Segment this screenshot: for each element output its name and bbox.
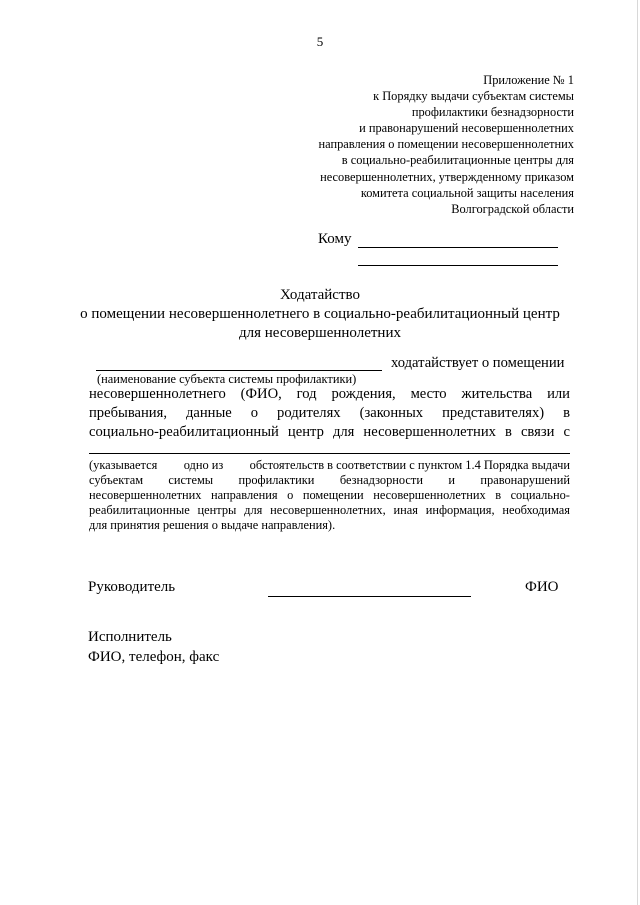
appendix-line: к Порядку выдачи субъектам системы bbox=[373, 89, 574, 104]
appendix-line: комитета социальной защиты населения bbox=[360, 185, 574, 200]
petition-line-2: пребывания, данные о родителях (законных представителях) в bbox=[89, 405, 570, 421]
appendix-line: Волгоградской области bbox=[451, 201, 574, 216]
appendix-line: несовершеннолетних, утвержденному приказом bbox=[320, 169, 574, 184]
note-line-3: несовершеннолетних направления о помещении несовершеннолетних в социально- bbox=[89, 488, 570, 502]
note-line-4: реабилитационные центры для несовершеннолетних, иная информация, необходимая bbox=[89, 503, 570, 517]
document-title: Ходатайство bbox=[280, 287, 360, 303]
recipient-label: Кому bbox=[318, 231, 352, 247]
head-label: Руководитель bbox=[88, 579, 176, 595]
signature-line bbox=[268, 596, 471, 597]
page-number: 5 bbox=[316, 34, 324, 49]
note-line-2: субъектам системы профилактики безнадзорности и правонарушений bbox=[89, 473, 570, 487]
petition-line-3: социально-реабилитационный центр для несовершеннолетних в связи с bbox=[89, 424, 570, 440]
petition-action-text: ходатайствует о помещении bbox=[391, 355, 565, 371]
recipient-line-2 bbox=[358, 265, 558, 266]
note-line-5: для принятия решения о выдаче направления). bbox=[89, 518, 336, 532]
petition-line-1: несовершеннолетнего (ФИО, год рождения, место жительства или bbox=[89, 386, 570, 402]
subject-name-line bbox=[96, 370, 382, 371]
appendix-line: Приложение № 1 bbox=[483, 73, 574, 87]
executor-label: Исполнитель bbox=[88, 629, 172, 645]
appendix-header bbox=[280, 72, 574, 217]
note-line-1: (указывается одно из обстоятельств в соответствии с пунктом 1.4 Порядка выдачи bbox=[89, 458, 570, 472]
scan-edge-line bbox=[637, 0, 638, 905]
head-name-label: ФИО bbox=[525, 579, 559, 595]
executor-contacts: ФИО, телефон, факс bbox=[88, 649, 220, 665]
appendix-line: профилактики безнадзорности bbox=[411, 105, 574, 120]
document-subtitle-line-1: о помещении несовершеннолетнего в социально-реабилитационный центр bbox=[80, 306, 560, 322]
recipient-line-1 bbox=[358, 247, 558, 248]
appendix-line: в социально-реабилитационные центры для bbox=[341, 153, 574, 168]
appendix-line: направления о помещении несовершеннолетних bbox=[318, 137, 574, 152]
document-subtitle-line-2: для несовершеннолетних bbox=[239, 325, 401, 341]
circumstance-line bbox=[89, 453, 570, 454]
appendix-line: и правонарушений несовершеннолетних bbox=[359, 121, 574, 136]
subject-name-hint: (наименование субъекта системы профилактики) bbox=[97, 372, 357, 386]
